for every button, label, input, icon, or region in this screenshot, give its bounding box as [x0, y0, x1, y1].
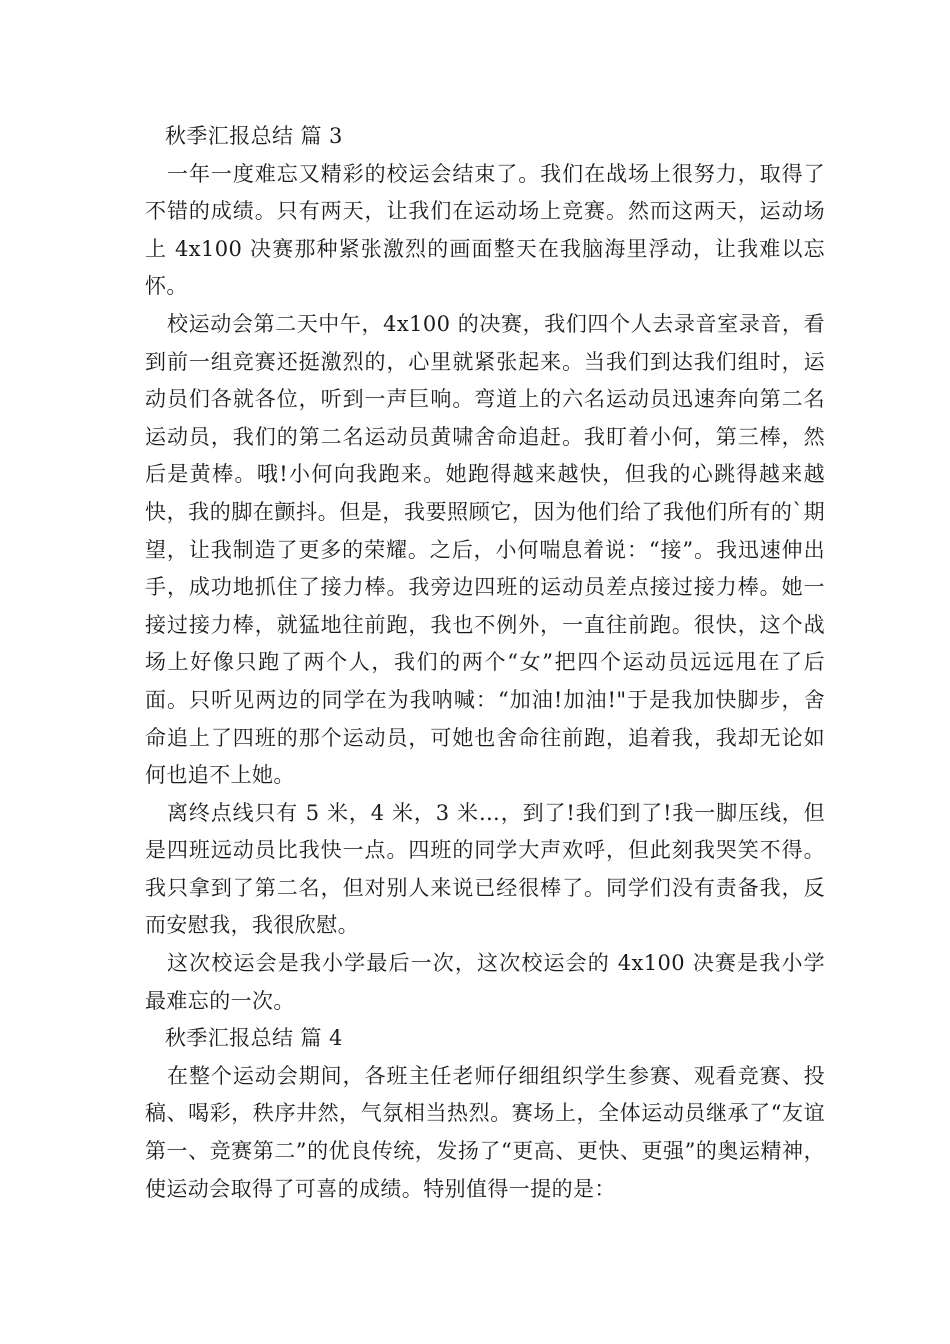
paragraph: 这次校运会是我小学最后一次，这次校运会的 4x100 决赛是我小学最难忘的一次。 — [145, 951, 825, 1013]
paragraph: 在整个运动会期间，各班主任老师仔细组织学生参赛、观看竞赛、投稿、喝彩，秩序井然，气氛相当热烈。赛场上，全体运动员继承了“友谊第一、竞赛第二”的优良传统，发扬了“更高、更快、更强”的奥运精神，使运动会取得了可喜的成绩。特别值得一提的是： — [145, 1063, 825, 1201]
document-body — [145, 118, 825, 1208]
paragraph: 校运动会第二天中午，4x100 的决赛，我们四个人去录音室录音，看到前一组竞赛还挺激烈的，心里就紧张起来。当我们到达我们组时，运动员们各就各位，听到一声巨响。弯道上的六名运动员迅速奔向第二名运动员，我们的第二名运动员黄啸舍命追赶。我盯着小何，第三棒，然后是黄棒。哦!小何向我跑来。她跑得越来越快，但我的心跳得越来越快，我的脚在颤抖。但是，我要照顾它，因为他们给了我他们所有的`期望，让我制造了更多的荣耀。之后，小何喘息着说：“接”。我迅速伸出手，成功地抓住了接力棒。我旁边四班的运动员差点接过接力棒。她一接过接力棒，就猛地往前跑，我也不例外，一直往前跑。很快，这个战场上好像只跑了两个人，我们的两个“女”把四个运动员远远甩在了后面。只听见两边的同学在为我呐喊：“加油!加油!"于是我加快脚步，舍命追上了四班的那个运动员，可她也舍命往前跑，追着我，我却无论如何也追不上她。 — [145, 311, 825, 788]
section-3 — [145, 118, 825, 1020]
section-heading: 秋季汇报总结 篇 4 — [165, 1026, 343, 1051]
paragraph: 一年一度难忘又精彩的校运会结束了。我们在战场上很努力，取得了不错的成绩。只有两天，让我们在运动场上竞赛。然而这两天，运动场上 4x100 决赛那种紧张激烈的画面整天在我脑海里浮动，让我难以忘怀。 — [145, 161, 825, 299]
section-heading: 秋季汇报总结 篇 3 — [165, 124, 343, 148]
paragraph: 离终点线只有 5 米，4 米，3 米…，到了!我们到了!我一脚压线，但是四班远动员比我快一点。四班的同学大声欢呼，但此刻我哭笑不得。我只拿到了第二名，但对别人来说已经很棒了。同学们没有责备我，反而安慰我，我很欣慰。 — [145, 800, 825, 938]
section-4 — [145, 1020, 825, 1208]
